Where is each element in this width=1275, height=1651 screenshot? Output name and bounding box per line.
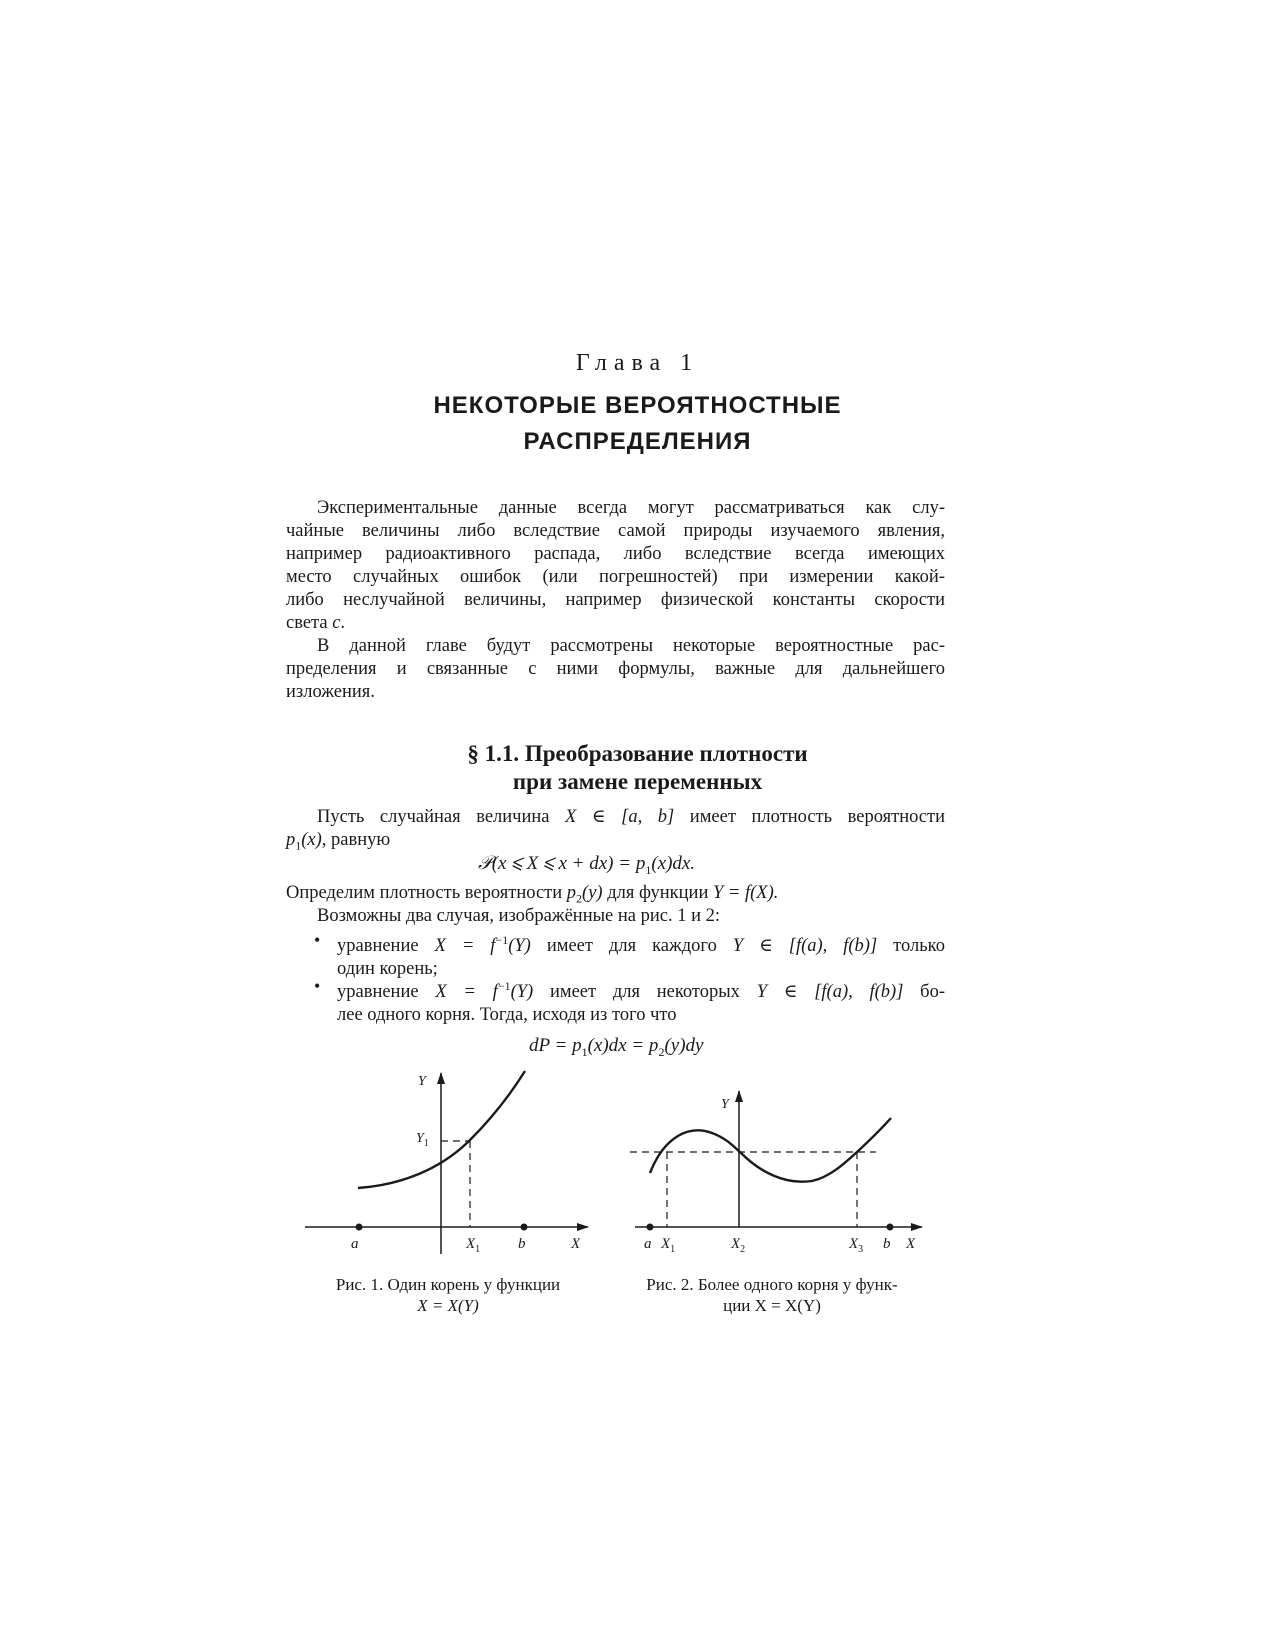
text-line: чайные величины либо вследствие самой природы изучаемого явления,	[286, 521, 945, 541]
fig2-curve	[650, 1118, 891, 1182]
label-main: X	[466, 1236, 476, 1252]
math-var: (x)	[301, 830, 322, 850]
label-main: X	[731, 1236, 741, 1252]
caption-line: X = X(Y)	[417, 1296, 479, 1315]
figure-2	[630, 1091, 922, 1255]
math-var: X = f	[435, 982, 498, 1003]
fig1-b-label: b	[518, 1236, 526, 1252]
text-fragment: имеет плотность вероятности	[674, 807, 945, 827]
math-sub: 1	[581, 1044, 588, 1059]
math-var: p	[286, 830, 296, 850]
fig2-b-label: b	[883, 1236, 891, 1252]
fig1-a-label: a	[351, 1236, 359, 1252]
text-fragment: уравнение	[337, 982, 436, 1003]
text-fragment: только	[877, 936, 945, 957]
math-var: Y ∈ [f(a), f(b)]	[732, 936, 878, 957]
text-line: место случайных ошибок (или погрешностей) при измерении какой-	[286, 567, 945, 587]
caption-line: ции X = X(Y)	[723, 1296, 821, 1315]
text-fragment: имеет для каждого	[530, 936, 733, 957]
text-line: один корень;	[337, 959, 438, 980]
math-sub: 2	[576, 891, 583, 906]
section-title-line1: § 1.1. Преобразование плотности	[467, 741, 808, 766]
text-line: либо неслучайной величины, например физической константы скорости	[286, 590, 945, 610]
bullet-icon: •	[314, 930, 321, 950]
text-fragment: для функции	[602, 883, 713, 903]
math-expr: dP = p	[529, 1035, 582, 1056]
text-fragment: .	[340, 613, 346, 633]
math-sub: 2	[658, 1044, 665, 1059]
fig2-point-a	[647, 1224, 654, 1231]
text-fragment: Пусть случайная величина	[317, 807, 566, 827]
text-fragment: бо-	[903, 982, 946, 1003]
fig2-x3-label	[848, 1236, 863, 1255]
caption-line: Рис. 2. Более одного корня у функ-	[646, 1275, 898, 1294]
math-sub: 1	[295, 838, 302, 853]
label-sub: 1	[475, 1244, 481, 1255]
label-sub: 1	[423, 1138, 429, 1149]
figure-1	[305, 1071, 588, 1255]
math-var: (Y)	[510, 982, 534, 1003]
text-line: пределения и связанные с ними формулы, важные для дальнейшего	[286, 659, 945, 679]
math-expr: (y)dy	[664, 1035, 704, 1056]
text-line: изложения.	[286, 682, 375, 702]
text-fragment: имеет для некоторых	[533, 982, 757, 1003]
math-var: (Y)	[508, 936, 531, 957]
chapter-title-line2: РАСПРЕДЕЛЕНИЯ	[523, 428, 752, 455]
text-line: например радиоактивного распада, либо вследствие всегда имеющих	[286, 544, 945, 564]
text-line: лее одного корня. Тогда, исходя из того что	[337, 1005, 677, 1026]
text-fragment: Определим плотность вероятности	[286, 883, 567, 903]
math-var: Y = f(X).	[712, 883, 779, 903]
math-sup: −1	[497, 979, 511, 993]
fig2-point-b	[887, 1224, 894, 1231]
bullet-icon: •	[314, 976, 321, 996]
fig1-y1-label	[416, 1131, 429, 1149]
text-line: Экспериментальные данные всегда могут рассматриваться как слу-	[317, 498, 945, 518]
math-expr: 𝒫(x ⩽ X ⩽ x + dx) = p	[478, 853, 646, 874]
chapter-label: Глава 1	[575, 350, 700, 376]
math-var: (y)	[582, 883, 603, 903]
caption-line: Рис. 1. Один корень у функции	[335, 1275, 561, 1294]
fig1-point-b	[521, 1224, 528, 1231]
fig1-point-a	[356, 1224, 363, 1231]
figure-2-caption	[624, 1274, 920, 1316]
text-fragment: света	[286, 613, 333, 633]
fig2-x2-label	[730, 1236, 745, 1255]
text-fragment: уравнение	[337, 936, 435, 957]
text-line: В данной главе будут рассмотрены некоторые вероятностные рас-	[317, 636, 945, 656]
fig2-x-label: X	[906, 1236, 916, 1252]
fig1-x1-label	[465, 1236, 480, 1255]
label-main: Y	[416, 1131, 424, 1146]
math-sub: 1	[645, 862, 652, 877]
math-var: X ∈ [a, b]	[565, 807, 675, 827]
math-var: X = f	[434, 936, 496, 957]
section-title-line2: при замене переменных	[512, 769, 763, 794]
label-main: X	[849, 1236, 859, 1252]
math-expr: (x)dx = p	[587, 1035, 659, 1056]
fig1-x-label: X	[571, 1236, 581, 1252]
math-var: c	[332, 613, 341, 633]
math-sup: −1	[495, 933, 509, 947]
label-sub: 2	[740, 1244, 746, 1255]
label-sub: 1	[670, 1244, 676, 1255]
math-var: p	[566, 883, 577, 903]
math-expr: (x)dx.	[651, 853, 696, 874]
text-line: Возможны два случая, изображённые на рис. 1 и 2:	[317, 906, 720, 926]
fig1-y-label: Y	[418, 1074, 426, 1089]
label-sub: 3	[858, 1244, 864, 1255]
figure-1-caption	[300, 1274, 596, 1316]
math-var: Y ∈ [f(a), f(b)]	[756, 982, 904, 1003]
chapter-title-line1: НЕКОТОРЫЕ ВЕРОЯТНОСТНЫЕ	[433, 392, 842, 419]
label-main: X	[661, 1236, 671, 1252]
fig2-x1-label	[660, 1236, 675, 1255]
fig2-a-label: a	[644, 1236, 652, 1252]
fig2-y-label: Y	[721, 1097, 729, 1112]
text-fragment: , равную	[321, 830, 391, 850]
